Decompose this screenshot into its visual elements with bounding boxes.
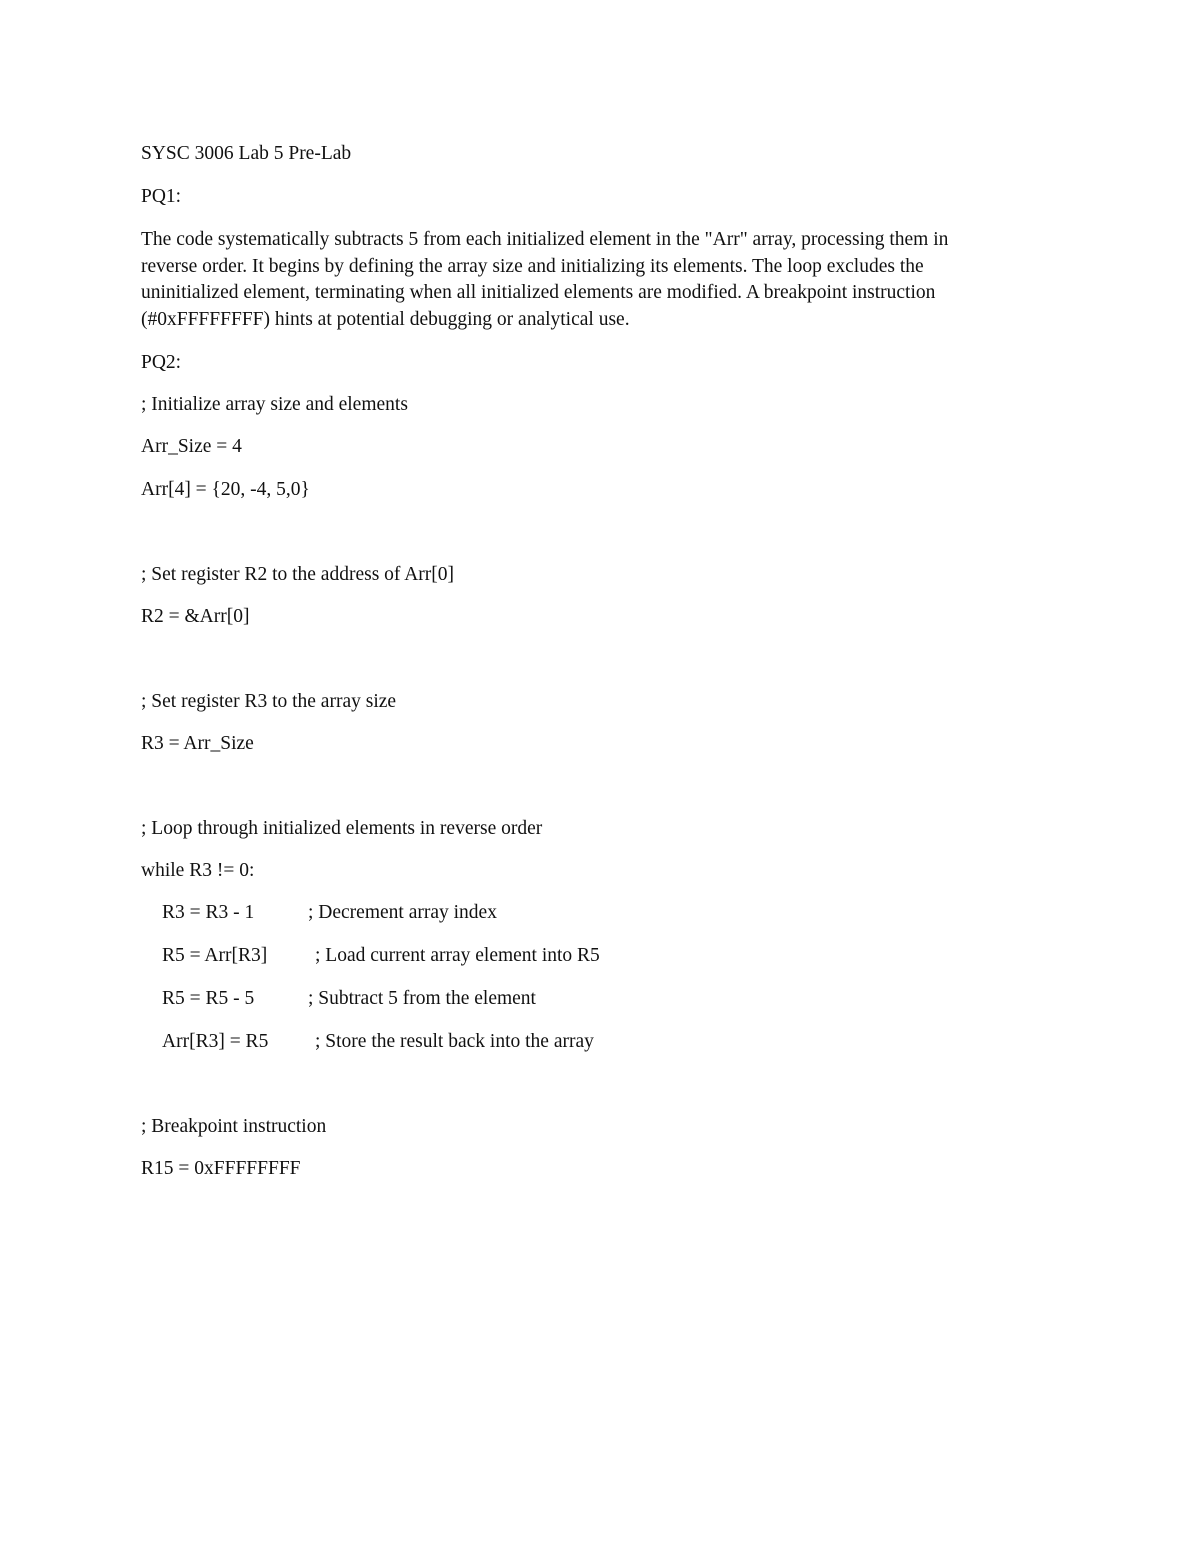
bp-comment: ; Breakpoint instruction bbox=[141, 1116, 327, 1137]
pq1-line: The code systematically subtracts 5 from each initialized element in the "Arr" array, processing them in bbox=[141, 229, 949, 250]
loop-code-line: R5 = R5 - 5 bbox=[162, 988, 255, 1009]
r2-assign-line: R2 = &Arr[0] bbox=[141, 606, 250, 627]
loop-code-comment: ; Store the result back into the array bbox=[315, 1031, 594, 1052]
bp-assign-line: R15 = 0xFFFFFFFF bbox=[141, 1158, 301, 1179]
pq1-paragraph bbox=[141, 227, 1061, 333]
loop-code-line: Arr[R3] = R5 bbox=[162, 1031, 269, 1052]
r3-assign-line: R3 = Arr_Size bbox=[141, 733, 254, 754]
pq1-line: reverse order. It begins by defining the array size and initializing its elements. The loop excludes the bbox=[141, 255, 924, 277]
pq1-line: (#0xFFFFFFFF) hints at potential debugging or analytical use. bbox=[141, 308, 630, 330]
loop-code-line: R3 = R3 - 1 bbox=[162, 902, 255, 923]
arr-size-line: Arr_Size = 4 bbox=[141, 436, 242, 457]
pq2-heading: PQ2: bbox=[141, 352, 182, 373]
loop-header: while R3 != 0: bbox=[141, 860, 255, 881]
r2-comment: ; Set register R2 to the address of Arr[0] bbox=[141, 564, 455, 585]
init-comment: ; Initialize array size and elements bbox=[141, 394, 408, 415]
loop-code-line: R5 = Arr[R3] bbox=[162, 945, 268, 966]
pq1-heading: PQ1: bbox=[141, 186, 182, 207]
pq1-line: uninitialized element, terminating when all initialized elements are modified. A breakpoint instruction bbox=[141, 282, 936, 303]
loop-code-comment: ; Load current array element into R5 bbox=[315, 945, 600, 966]
r3-comment: ; Set register R3 to the array size bbox=[141, 691, 397, 712]
loop-code-comment: ; Decrement array index bbox=[308, 902, 497, 923]
document-title: SYSC 3006 Lab 5 Pre-Lab bbox=[141, 143, 352, 164]
loop-comment: ; Loop through initialized elements in reverse order bbox=[141, 818, 543, 839]
arr-init-line: Arr[4] = {20, -4, 5,0} bbox=[141, 479, 310, 500]
loop-code-comment: ; Subtract 5 from the element bbox=[308, 988, 536, 1009]
